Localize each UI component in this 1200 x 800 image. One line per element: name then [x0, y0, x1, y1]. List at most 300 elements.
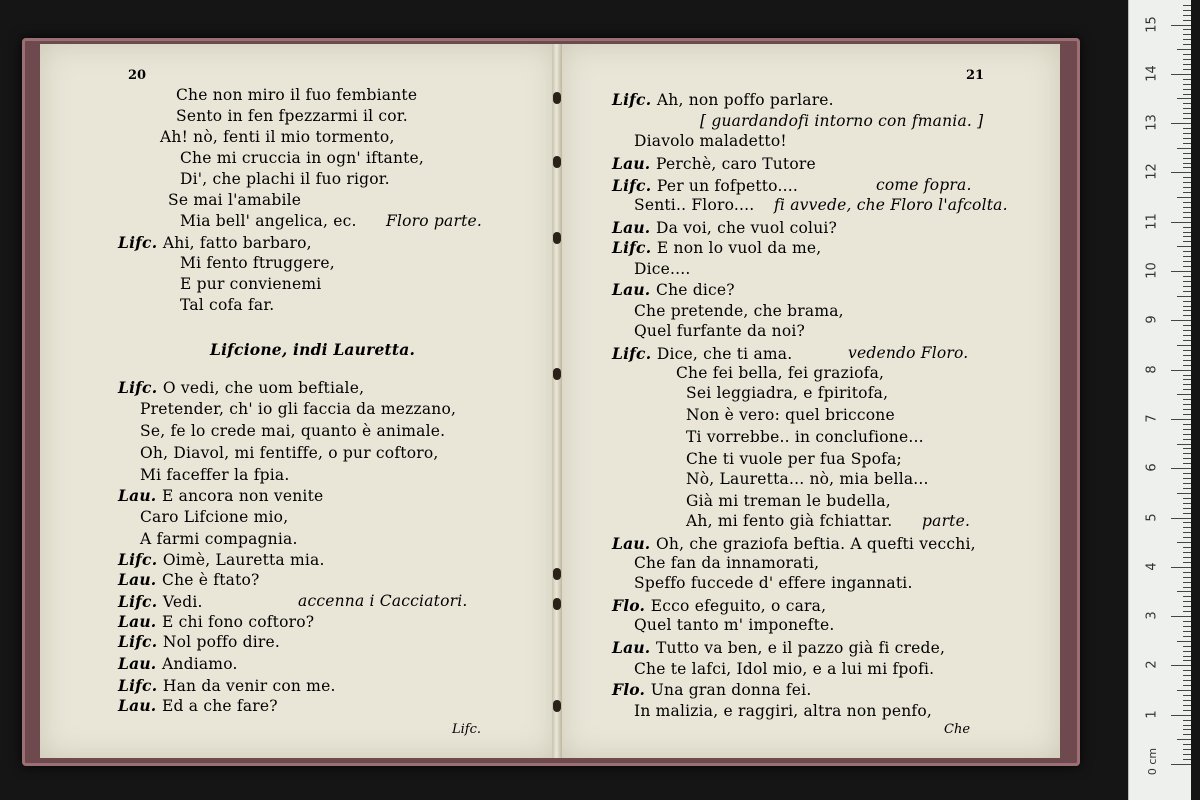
speaker-name: Lau. [612, 638, 657, 657]
text-line [612, 638, 945, 657]
verse-text: Diavolo maladetto! [634, 132, 787, 150]
ruler-tick [1183, 182, 1191, 183]
ruler-tick [1183, 646, 1191, 647]
ruler-tick [1183, 39, 1191, 40]
text-line [140, 422, 445, 440]
ruler-tick [1183, 483, 1191, 484]
ruler-tick [1177, 690, 1191, 691]
ruler-tick [1183, 360, 1191, 361]
ruler-tick [1183, 720, 1191, 721]
ruler-tick [1171, 665, 1191, 666]
ruler-tick [1183, 128, 1191, 129]
verse-text: Quel tanto m' imponefte. [634, 616, 835, 634]
ruler-tick [1183, 315, 1191, 316]
ruler-tick [1171, 271, 1191, 272]
ruler-tick [1183, 547, 1191, 548]
ruler-tick [1177, 148, 1191, 149]
verse-text: Perchè, caro Tutore [656, 155, 816, 173]
ruler-tick [1183, 227, 1191, 228]
speaker-name: Lau. [612, 154, 657, 173]
verse-text: Sei leggiadra, e fpiritofa, [686, 384, 889, 402]
text-line [210, 340, 415, 359]
verse-text: Che te lafci, Idol mio, e a lui mi fpofi. [634, 660, 935, 678]
text-line [118, 632, 280, 651]
ruler-tick [1183, 94, 1191, 95]
verse-text: Oimè, Lauretta mia. [162, 551, 325, 569]
ruler-tick [1183, 118, 1191, 119]
speaker-name: Lau. [612, 218, 657, 237]
speaker-name: Flo. [612, 596, 651, 615]
ruler-tick [1177, 444, 1191, 445]
ruler-tick [1183, 705, 1191, 706]
ruler-tick [1183, 365, 1191, 366]
ruler-tick [1171, 518, 1191, 519]
stage-direction: fi avvede, che Floro l'afcolta. [774, 196, 1008, 214]
verse-text: Non è vero: quel briccone [686, 406, 895, 424]
text-line [612, 680, 811, 699]
ruler-tick [1183, 64, 1191, 65]
text-line [634, 196, 754, 214]
ruler-tick [1183, 133, 1191, 134]
measuring-ruler [1128, 0, 1191, 800]
text-line [140, 466, 289, 484]
ruler-tick [1183, 527, 1191, 528]
ruler-tick [1171, 616, 1191, 617]
text-line [634, 302, 844, 320]
verse-text: Han da venir con me. [162, 677, 336, 695]
ruler-tick [1183, 266, 1191, 267]
ruler-tick [1183, 656, 1191, 657]
text-line [686, 450, 902, 468]
ruler-tick [1183, 498, 1191, 499]
text-line [612, 280, 735, 299]
ruler-tick [1183, 458, 1191, 459]
ruler-tick [1171, 567, 1191, 568]
ruler-tick [1183, 596, 1191, 597]
stage-direction: accenna i Cacciatori. [298, 592, 468, 610]
ruler-tick [1183, 513, 1191, 514]
right-page-number: 21 [966, 68, 985, 83]
text-line [634, 616, 835, 634]
text-line [180, 149, 424, 167]
verse-text: Nol poffo dire. [162, 633, 281, 651]
ruler-tick [1183, 207, 1191, 208]
text-line [180, 296, 274, 314]
ruler-number: 8 [1144, 364, 1160, 374]
binding-stitch [553, 92, 561, 104]
ruler-tick [1183, 587, 1191, 588]
speaker-name: Lau. [118, 654, 163, 673]
ruler-number: 5 [1144, 512, 1160, 522]
speaker-name: Lifc. [612, 238, 657, 257]
text-line [118, 592, 203, 611]
text-line [140, 508, 288, 526]
ruler-tick [1177, 641, 1191, 642]
ruler-tick [1183, 84, 1191, 85]
verse-text: Che dice? [656, 281, 735, 299]
ruler-number: 14 [1144, 65, 1160, 82]
verse-text: Che è ftato? [162, 571, 260, 589]
ruler-tick [1183, 601, 1191, 602]
ruler-tick [1183, 463, 1191, 464]
ruler-tick [1183, 20, 1191, 21]
verse-text: Senti.. Floro.... [634, 196, 755, 214]
speaker-name: Lifc. [612, 344, 657, 363]
ruler-tick [1171, 172, 1191, 173]
ruler-tick [1183, 143, 1191, 144]
ruler-tick [1177, 296, 1191, 297]
ruler-tick [1183, 478, 1191, 479]
ruler-number: 6 [1144, 463, 1160, 472]
speaker-name: Lifc. [118, 378, 163, 397]
text-line [686, 492, 891, 510]
ruler-tick [1183, 236, 1191, 237]
binding-stitch [553, 598, 561, 610]
ruler-tick [1183, 217, 1191, 218]
verse-text: Tutto va ben, e il pazzo già fi crede, [656, 639, 946, 657]
ruler-tick [1183, 759, 1191, 760]
ruler-tick [1183, 177, 1191, 178]
left-page-number: 20 [128, 68, 147, 83]
verse-text: Mi faceffer la fpia. [140, 466, 290, 484]
text-line [168, 191, 301, 209]
text-line [180, 254, 335, 272]
ruler-tick [1183, 562, 1191, 563]
ruler-tick [1183, 448, 1191, 449]
ruler-tick [1183, 301, 1191, 302]
verse-text: Che fan da innamorati, [634, 554, 820, 572]
ruler-tick [1183, 29, 1191, 30]
ruler-number: 15 [1144, 15, 1160, 33]
ruler-tick [1183, 34, 1191, 35]
ruler-tick [1171, 222, 1191, 223]
text-line [612, 154, 816, 173]
ruler-tick [1183, 439, 1191, 440]
ruler-tick [1183, 187, 1191, 188]
binding-stitch [553, 368, 561, 380]
verse-text: Di', che plachi il fuo rigor. [180, 170, 390, 188]
verse-text: Speffo fuccede d' effere ingannati. [634, 574, 913, 592]
binding-stitch [553, 156, 561, 168]
ruler-tick [1183, 734, 1191, 735]
ruler-tick [1183, 310, 1191, 311]
text-line [180, 275, 321, 293]
verse-text: Ah, non poffo parlare. [656, 91, 834, 109]
text-line [118, 676, 336, 695]
ruler-tick [1183, 54, 1191, 55]
ruler-tick [1183, 399, 1191, 400]
ruler-tick [1171, 370, 1191, 371]
ruler-tick [1183, 281, 1191, 282]
ruler-tick [1183, 582, 1191, 583]
ruler-tick [1177, 49, 1191, 50]
ruler-tick [1171, 74, 1191, 75]
stage-direction: come fopra. [876, 176, 972, 194]
text-line [612, 238, 821, 257]
verse-text: Ah! nò, fenti il mio tormento, [160, 128, 395, 146]
ruler-tick [1183, 251, 1191, 252]
ruler-tick [1177, 542, 1191, 543]
ruler-number: 2 [1144, 660, 1160, 670]
text-line [634, 260, 691, 278]
ruler-tick [1183, 44, 1191, 45]
verse-text: Mi fento ftruggere, [180, 254, 335, 272]
ruler-tick [1183, 389, 1191, 390]
ruler-tick [1183, 729, 1191, 730]
ruler-number: 13 [1144, 114, 1160, 131]
text-line [634, 322, 805, 340]
binding-stitch [553, 568, 561, 580]
verse-text: Ed a che fare? [162, 697, 278, 715]
ruler-number: 9 [1144, 315, 1160, 324]
ruler-tick [1183, 680, 1191, 681]
verse-text: Se, fe lo crede mai, quanto è animale. [140, 422, 446, 440]
ruler-tick [1183, 10, 1191, 11]
ruler-number: 7 [1144, 414, 1160, 423]
text-line [118, 570, 260, 589]
ruler-tick [1183, 375, 1191, 376]
ruler-tick [1183, 212, 1191, 213]
verse-text: Caro Lifcione mio, [140, 508, 289, 526]
speaker-name: Flo. [612, 680, 651, 699]
left-catchword: Lifc. [452, 722, 482, 737]
text-line [118, 696, 278, 715]
ruler-tick [1183, 522, 1191, 523]
ruler-number: 4 [1144, 562, 1160, 571]
verse-text: E non lo vuol da me, [656, 239, 822, 257]
ruler-tick [1183, 113, 1191, 114]
verse-text: Per un fofpetto.... [656, 177, 798, 195]
text-line [634, 702, 932, 720]
ruler-tick [1183, 325, 1191, 326]
binding-stitch [553, 700, 561, 712]
ruler-tick [1183, 355, 1191, 356]
ruler-tick [1183, 89, 1191, 90]
verse-text: Sento in fen fpezzarmi il cor. [176, 107, 408, 125]
ruler-tick [1171, 25, 1191, 26]
ruler-tick [1183, 340, 1191, 341]
text-line [686, 384, 888, 402]
ruler-tick [1183, 675, 1191, 676]
ruler-tick [1183, 424, 1191, 425]
ruler-number: 10 [1144, 262, 1160, 279]
ruler-tick [1177, 345, 1191, 346]
ruler-number: 3 [1144, 611, 1160, 620]
stage-direction: vedendo Floro. [848, 344, 969, 362]
ruler-tick [1171, 320, 1191, 321]
speaker-name: Lifc. [118, 592, 163, 611]
verse-text: Che mi cruccia in ogn' iftante, [180, 149, 425, 167]
ruler-tick [1183, 158, 1191, 159]
text-line [118, 378, 364, 397]
speaker-name: Lau. [118, 612, 163, 631]
text-line [118, 486, 323, 505]
ruler-tick [1183, 453, 1191, 454]
ruler-tick [1183, 15, 1191, 16]
ruler-tick [1183, 611, 1191, 612]
ruler-tick [1183, 335, 1191, 336]
right-catchword: Che [944, 722, 971, 737]
ruler-tick [1183, 577, 1191, 578]
text-line [118, 233, 312, 252]
speaker-name: Lau. [118, 696, 163, 715]
ruler-tick [1183, 286, 1191, 287]
speaker-name: Lau. [612, 534, 657, 553]
ruler-tick [1183, 256, 1191, 257]
ruler-tick [1183, 725, 1191, 726]
ruler-tick [1183, 572, 1191, 573]
verse-text: Che ti vuole per fua Spofa; [686, 450, 902, 468]
ruler-tick [1183, 5, 1191, 6]
ruler-tick [1183, 710, 1191, 711]
ruler-tick [1183, 606, 1191, 607]
verse-text: Ah, mi fento già fchiattar. [686, 512, 893, 530]
ruler-tick [1183, 167, 1191, 168]
ruler-tick [1183, 59, 1191, 60]
ruler-tick [1183, 508, 1191, 509]
text-line [140, 444, 439, 462]
verse-text: Ti vorrebbe.. in conclufione... [686, 428, 924, 446]
speaker-name: Lau. [612, 280, 657, 299]
ruler-tick [1183, 434, 1191, 435]
text-line [612, 90, 834, 109]
ruler-unit: 0 cm [1146, 747, 1160, 776]
ruler-tick [1183, 306, 1191, 307]
ruler-tick [1183, 626, 1191, 627]
ruler-tick [1183, 409, 1191, 410]
verse-text: Nò, Lauretta... nò, mia bella... [686, 470, 929, 488]
ruler-tick [1183, 384, 1191, 385]
ruler-tick [1183, 621, 1191, 622]
ruler-tick [1171, 468, 1191, 469]
text-line [160, 128, 395, 146]
ruler-tick [1183, 651, 1191, 652]
ruler-tick [1183, 291, 1191, 292]
ruler-tick [1183, 404, 1191, 405]
ruler-tick [1183, 532, 1191, 533]
ruler-tick [1183, 153, 1191, 154]
verse-text: Una gran donna fei. [650, 681, 812, 699]
ruler-tick [1177, 246, 1191, 247]
speaker-name: Lifc. [118, 676, 163, 695]
text-line [140, 400, 456, 418]
ruler-tick [1183, 379, 1191, 380]
scene-heading: Lifcione, indi Lauretta. [210, 340, 416, 359]
ruler-tick [1183, 744, 1191, 745]
text-line [176, 107, 408, 125]
ruler-tick [1183, 557, 1191, 558]
text-line [612, 218, 837, 237]
verse-text: Quel furfante da noi? [634, 322, 806, 340]
text-line [676, 364, 884, 382]
speaker-name: Lifc. [118, 233, 163, 252]
text-line [686, 406, 895, 424]
text-line [118, 550, 325, 569]
text-line [612, 176, 798, 195]
verse-text: Che fei bella, fei graziofa, [676, 364, 885, 382]
verse-text: Ecco efeguito, o cara, [650, 597, 827, 615]
ruler-tick [1171, 123, 1191, 124]
speaker-name: Lifc. [612, 90, 657, 109]
verse-text: Da voi, che vuol colui? [656, 219, 838, 237]
text-line [634, 660, 934, 678]
verse-text: O vedi, che uom beftiale, [162, 379, 365, 397]
ruler-tick [1183, 503, 1191, 504]
verse-text: E chi fono coftoro? [162, 613, 315, 631]
verse-text: Vedi. [162, 593, 203, 611]
ruler-tick [1171, 419, 1191, 420]
ruler-tick [1171, 764, 1191, 765]
ruler-tick [1183, 163, 1191, 164]
text-line [634, 574, 913, 592]
ruler-tick [1177, 739, 1191, 740]
ruler-tick [1183, 261, 1191, 262]
ruler-tick [1183, 69, 1191, 70]
ruler-tick [1183, 670, 1191, 671]
text-line [612, 344, 792, 363]
text-line [612, 534, 976, 553]
verse-text: Dice, che ti ama. [656, 345, 793, 363]
ruler-tick [1183, 473, 1191, 474]
verse-text: Se mai l'amabile [168, 191, 302, 209]
ruler-tick [1177, 591, 1191, 592]
ruler-tick [1183, 429, 1191, 430]
text-line [612, 596, 826, 615]
verse-text: Tal cofa far. [180, 296, 275, 314]
text-line [180, 212, 357, 230]
verse-text: Già mi treman le budella, [686, 492, 891, 510]
verse-text: A farmi compagnia. [140, 530, 298, 548]
ruler-tick [1183, 108, 1191, 109]
ruler-tick [1183, 138, 1191, 139]
ruler-tick [1183, 700, 1191, 701]
verse-text: In malizia, e raggiri, altra non penfo, [634, 702, 932, 720]
text-line [634, 132, 787, 150]
ruler-tick [1183, 488, 1191, 489]
ruler-tick [1183, 631, 1191, 632]
ruler-number: 11 [1144, 212, 1160, 230]
text-line [118, 612, 314, 631]
verse-text: Dice.... [634, 260, 691, 278]
ruler-tick [1183, 685, 1191, 686]
ruler-tick [1183, 232, 1191, 233]
verse-text: E ancora non venite [162, 487, 324, 505]
verse-text: E pur convienemi [180, 275, 322, 293]
speaker-name: Lau. [118, 486, 163, 505]
text-line [176, 86, 417, 104]
ruler-tick [1177, 98, 1191, 99]
ruler-tick [1183, 276, 1191, 277]
text-line [634, 554, 819, 572]
ruler-tick [1183, 414, 1191, 415]
verse-text: Oh, Diavol, mi fentiffe, o pur coftoro, [140, 444, 439, 462]
ruler-tick [1183, 636, 1191, 637]
text-line [118, 654, 238, 673]
ruler-tick [1183, 695, 1191, 696]
ruler-number: 12 [1144, 163, 1160, 181]
stage-direction: Floro parte. [386, 212, 483, 230]
ruler-tick [1183, 754, 1191, 755]
text-line [180, 170, 390, 188]
ruler-number: 1 [1144, 710, 1160, 719]
ruler-tick [1183, 192, 1191, 193]
speaker-name: Lifc. [118, 632, 163, 651]
ruler-tick [1183, 350, 1191, 351]
verse-text: Che pretende, che brama, [634, 302, 844, 320]
ruler-tick [1183, 537, 1191, 538]
speaker-name: Lifc. [118, 550, 163, 569]
ruler-tick [1177, 394, 1191, 395]
